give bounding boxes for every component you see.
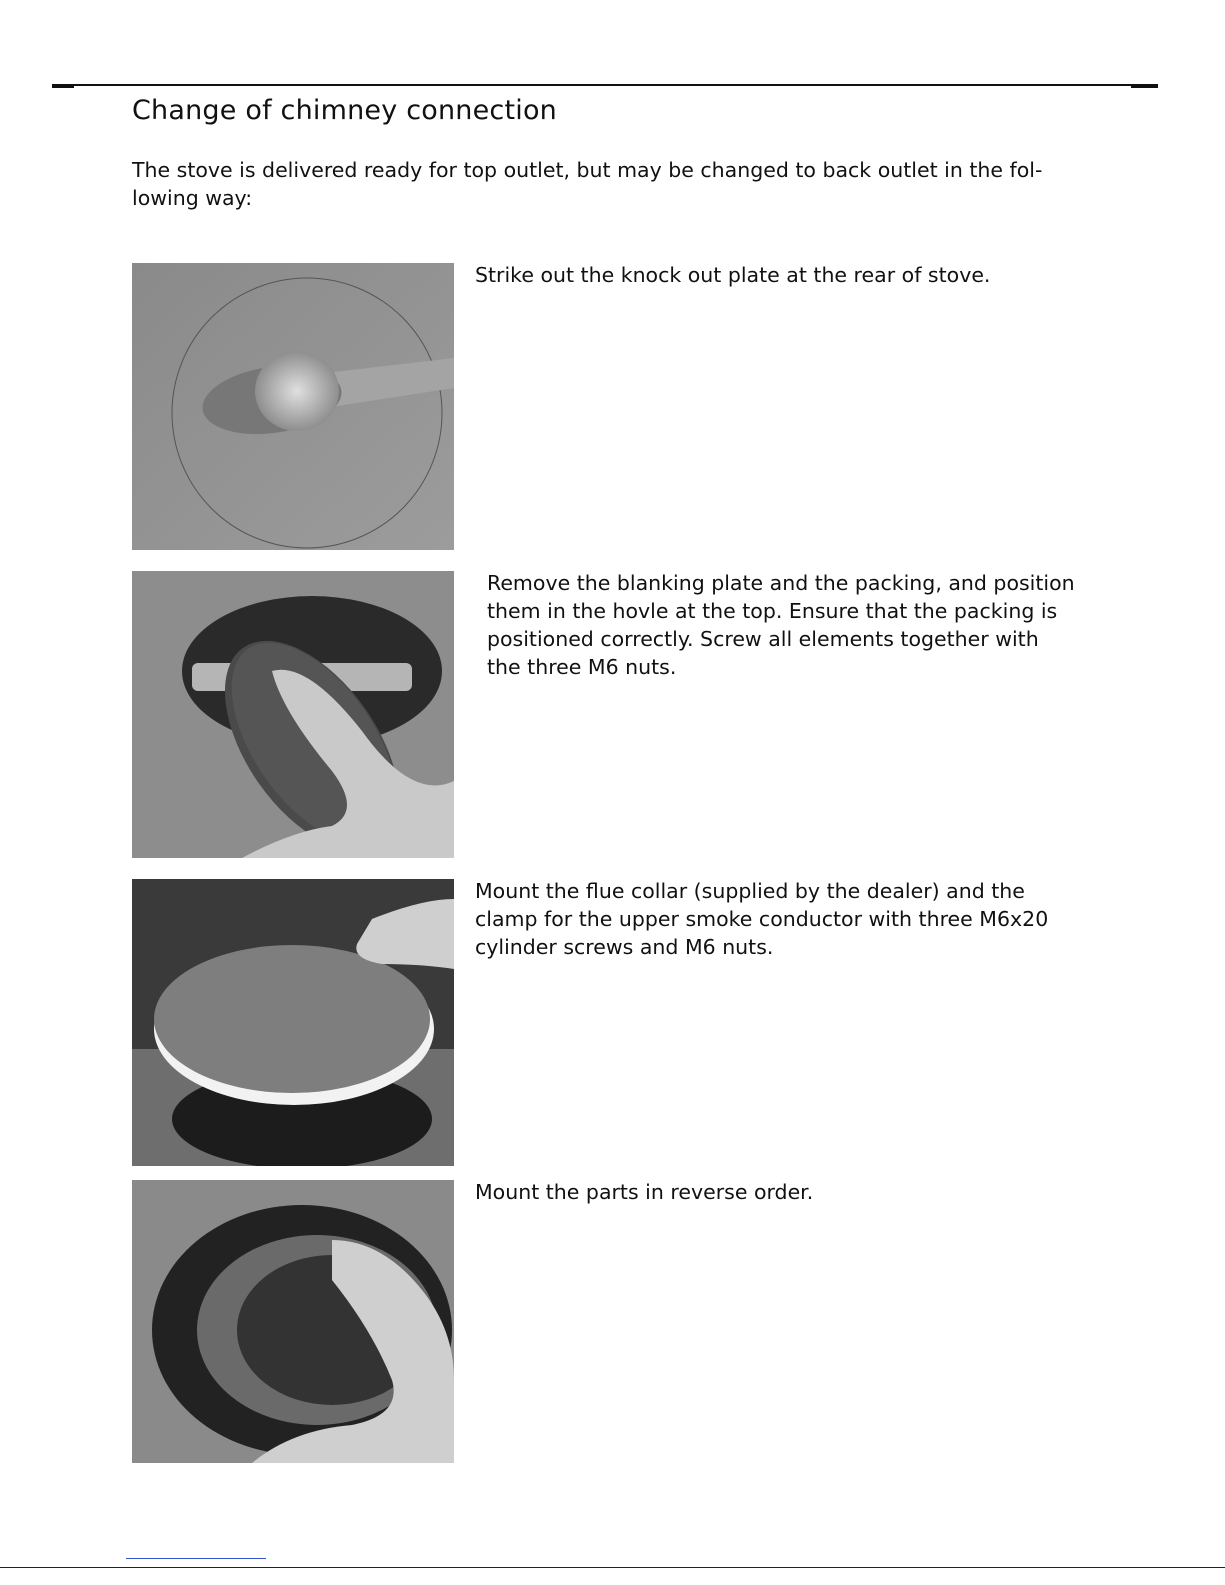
header-rule	[52, 84, 1158, 86]
flue-collar-photo-icon	[132, 879, 454, 1166]
step-4-photo	[132, 1180, 454, 1463]
header-rule-tick-right	[1131, 86, 1158, 88]
header-rule-tick-left	[52, 86, 74, 88]
step-2-text: Remove the blanking plate and the packing, and position them in the hovle at the top. Ensure that the packing is positioned correctly. Screw all elements together with the three M6 nuts.	[487, 571, 1075, 679]
step-3-photo	[132, 879, 454, 1166]
step-1-photo	[132, 263, 454, 550]
step-3-text: Mount the flue collar (supplied by the dealer) and the clamp for the upper smoke conductor with three M6x20 cylinder screws and M6 nuts.	[475, 879, 1049, 959]
page-title: Change of chimney connection	[132, 95, 557, 126]
knock-out-plate-photo-icon	[132, 263, 454, 550]
intro-paragraph: The stove is delivered ready for top outlet, but may be changed to back outlet in the fol-lowing way:	[132, 158, 1043, 210]
step-4-text: Mount the parts in reverse order.	[475, 1180, 814, 1204]
step-2-photo	[132, 571, 454, 858]
footer-link-underline	[126, 1558, 266, 1559]
reverse-order-photo-icon	[132, 1180, 454, 1463]
step-1-text: Strike out the knock out plate at the rear of stove.	[475, 263, 991, 287]
footer-rule	[0, 1567, 1225, 1568]
blanking-plate-photo-icon	[132, 571, 454, 858]
